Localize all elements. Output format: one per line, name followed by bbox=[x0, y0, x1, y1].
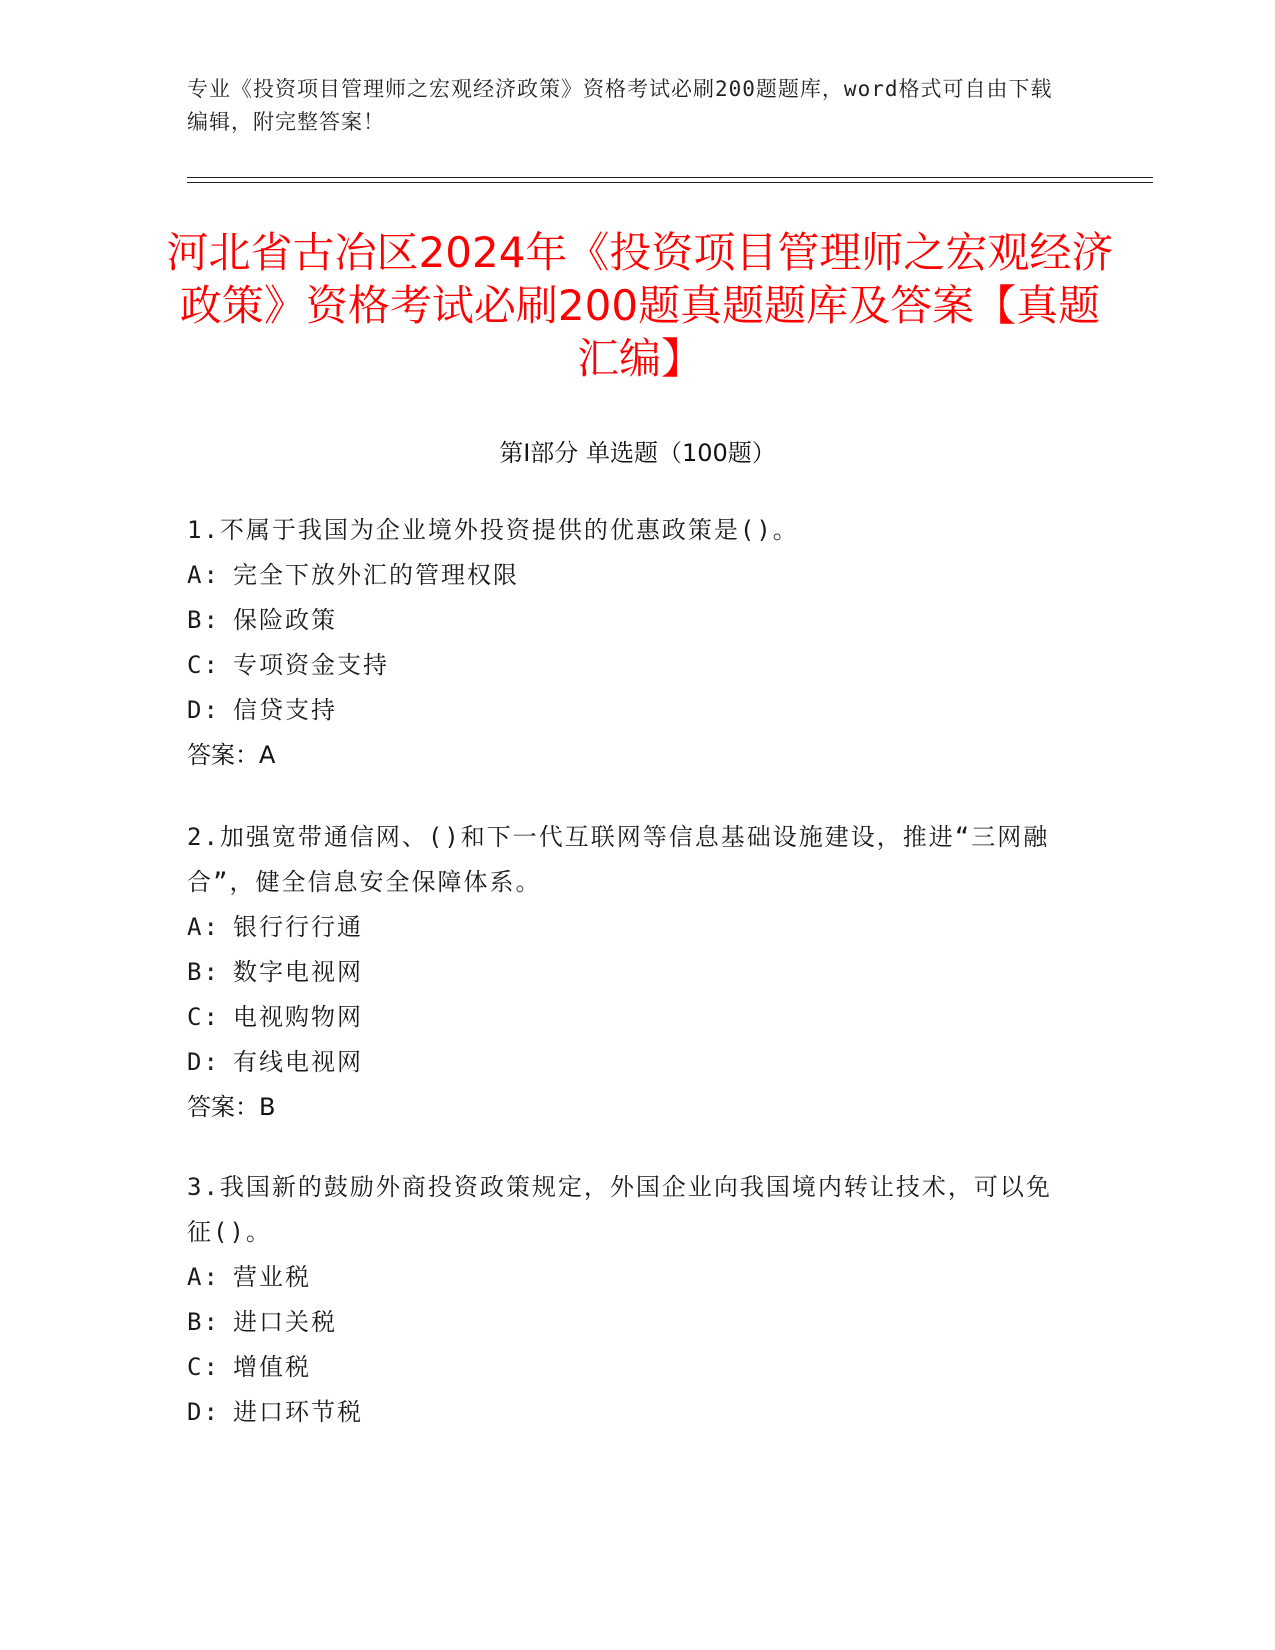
option-text: 专项资金支持 bbox=[233, 651, 389, 679]
question-1 bbox=[187, 508, 1077, 778]
question-stem: 3.我国新的鼓励外商投资政策规定，外国企业向我国境内转让技术，可以免征()。 bbox=[187, 1173, 1052, 1246]
option-text: 信贷支持 bbox=[233, 696, 337, 724]
option-letter: B: bbox=[187, 606, 220, 634]
option-text: 增值税 bbox=[233, 1353, 311, 1381]
answer-line: 答案：B bbox=[187, 1093, 276, 1121]
option-letter: C: bbox=[187, 1353, 220, 1381]
header-divider-top bbox=[187, 177, 1153, 178]
option-a bbox=[187, 1255, 1077, 1300]
answer-line: 答案：A bbox=[187, 741, 276, 769]
option-letter: D: bbox=[187, 1048, 220, 1076]
option-text: 有线电视网 bbox=[233, 1048, 363, 1076]
option-letter: B: bbox=[187, 958, 220, 986]
option-text: 完全下放外汇的管理权限 bbox=[233, 561, 519, 589]
option-letter: A: bbox=[187, 561, 220, 589]
option-text: 保险政策 bbox=[233, 606, 337, 634]
header-divider-bottom bbox=[187, 182, 1153, 183]
option-letter: A: bbox=[187, 913, 220, 941]
question-stem: 2.加强宽带通信网、()和下一代互联网等信息基础设施建设，推进“三网融合”，健全信息安全保障体系。 bbox=[187, 823, 1050, 896]
option-d bbox=[187, 688, 1077, 733]
question-2 bbox=[187, 815, 1077, 1130]
option-c bbox=[187, 995, 1077, 1040]
option-a bbox=[187, 905, 1077, 950]
option-d bbox=[187, 1040, 1077, 1085]
option-a bbox=[187, 553, 1077, 598]
option-letter: C: bbox=[187, 1003, 220, 1031]
option-b bbox=[187, 598, 1077, 643]
option-letter: D: bbox=[187, 1398, 220, 1426]
option-d bbox=[187, 1390, 1077, 1435]
option-text: 数字电视网 bbox=[233, 958, 363, 986]
option-text: 电视购物网 bbox=[233, 1003, 363, 1031]
question-3 bbox=[187, 1165, 1077, 1435]
option-letter: B: bbox=[187, 1308, 220, 1336]
document-title: 河北省古冶区2024年《投资项目管理师之宏观经济政策》资格考试必刷200题真题题库及答案【真题汇编】 bbox=[166, 228, 1114, 383]
header-note: 专业《投资项目管理师之宏观经济政策》资格考试必刷200题题库，word格式可自由下载编辑，附完整答案！ bbox=[187, 77, 1053, 134]
option-text: 营业税 bbox=[233, 1263, 311, 1291]
option-b bbox=[187, 950, 1077, 995]
option-c bbox=[187, 643, 1077, 688]
option-text: 进口环节税 bbox=[233, 1398, 363, 1426]
option-b bbox=[187, 1300, 1077, 1345]
option-letter: D: bbox=[187, 696, 220, 724]
section-heading: 第I部分 单选题（100题） bbox=[499, 439, 776, 467]
option-letter: A: bbox=[187, 1263, 220, 1291]
question-stem: 1.不属于我国为企业境外投资提供的优惠政策是()。 bbox=[187, 516, 799, 544]
option-text: 进口关税 bbox=[233, 1308, 337, 1336]
option-text: 银行行行通 bbox=[233, 913, 363, 941]
option-c bbox=[187, 1345, 1077, 1390]
option-letter: C: bbox=[187, 651, 220, 679]
